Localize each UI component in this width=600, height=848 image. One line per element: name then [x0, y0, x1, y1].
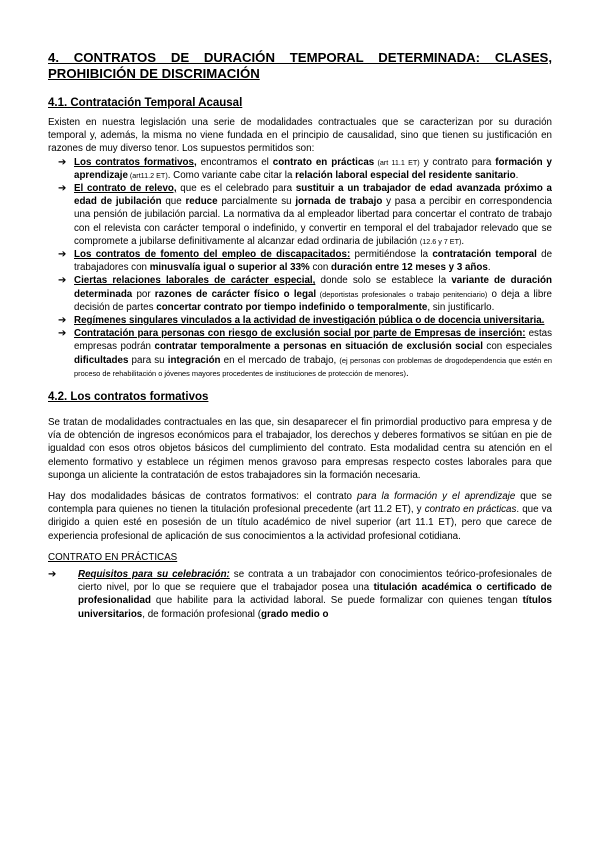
- arrow-icon: ➔: [58, 275, 67, 287]
- section-4-1-intro: Existen en nuestra legislación una serie de modalidades contractuales que se caracterizan por su duración temporal y, además, la misma no viene fundada en el principio de causalidad, sino que tienen su justificación en razones de muy diverso tenor. Los supuestos permitidos son:: [48, 117, 552, 155]
- list-item: ➔ Los contratos formativos, encontramos el contrato en prácticas (art 11.1 ET) y contrato para formación y aprendizaje (art11.2 ET). Como variante cabe citar la relación laboral especial del residente sanitario.: [58, 156, 553, 181]
- section-4-2-paragraph-1: Se tratan de modalidades contractuales en las que, sin desaparecer el fin primordial productivo para empresa y de vía de obtención de ingresos económicos para el trabajador, los derechos y deberes formativos se sitúan en pie de igualdad con esos otros objetos básicos del cumplimiento del contrato. Esta modalidad centra su atención en el elemento formativo y establece un régimen menos gravoso para empresas respecto costes laborales para que suponga un aliciente la contratación de estos trabajadores sin la formación necesaria.: [48, 417, 552, 481]
- arrow-icon: ➔: [58, 328, 67, 340]
- list-item: ➔ Los contratos de fomento del empleo de discapacitados: permitiéndose la contratación temporal de trabajadores con minusvalía igual o superior al 33% con duración entre 12 meses y 3 años.: [58, 249, 553, 274]
- subsection-heading: CONTRATO EN PRÁCTICAS: [48, 551, 178, 563]
- document-page: [48, 50, 552, 621]
- section-heading-4-2: 4.2. Los contratos formativos: [48, 391, 209, 404]
- section-heading-4-1: 4.1. Contratación Temporal Acausal: [48, 97, 243, 109]
- list-item: ➔ Regímenes singulares vinculados a la actividad de investigación pública o de docencia universitaria.: [58, 315, 545, 327]
- document-title: 4. CONTRATOS DE DURACIÓN TEMPORAL DETERMINADA: CLASES, PROHIBICIÓN DE DISCRIMACIÓN: [48, 50, 552, 81]
- arrow-icon: ➔: [58, 315, 67, 327]
- list-item: ➔ Contratación para personas con riesgo de exclusión social por parte de Empresas de inserción: estas empresas podrán contratar temporalmente a personas en situación de exclusión social con especiales dificultades para su integración en el mercado de trabajo, (ej personas con problemas de drogodependencia que estén en proceso de rehabilitación o jóvenes mayores procedentes de instituciones de protección de menores).: [58, 328, 553, 379]
- list-item: ➔ Requisitos para su celebración: se contrata a un trabajador con conocimientos teórico-profesionales de cierto nivel, por lo que se requiere que el trabajador posea una titulación académica o certificado de profesionalidad que habilite para la actividad laboral. Se puede formalizar con quienes tengan títulos universitarios, de formación profesional (grado medio o: [48, 568, 553, 620]
- list-item: ➔ Ciertas relaciones laborales de carácter especial, donde solo se establece la variante de duración determinada por razones de carácter físico o legal (deportistas profesionales o trabajo penitenciario) o deja a libre decisión de partes concertar contrato por tiempo indefinido o temporalmente, sin justificarlo.: [58, 275, 552, 313]
- temporal-contract-list: [48, 156, 552, 380]
- arrow-icon: ➔: [48, 568, 57, 580]
- section-4-2-paragraph-2: Hay dos modalidades básicas de contratos formativos: el contrato para la formación y el aprendizaje que se contempla para quienes no tienen la titulación profesional precedente (art 11.2 ET), y contrato en prácticas. que va dirigido a quien esté en posesión de un título académico de nivel superior (art 11.1 ET), pero que carece de experiencia profesional de aplicación de sus conocimientos a la actividad profesional cotidiana.: [48, 491, 553, 542]
- practice-contract-list: [48, 568, 552, 621]
- list-item: ➔ El contrato de relevo, que es el celebrado para sustituir a un trabajador de edad avanzada próximo a edad de jubilación que reduce parcialmente su jornada de trabajo y pasa a percibir en correspondencia una pensión de jubilación parcial. La normativa da al empleador libertad para concertar el contrato de trabajo con el relevista con carácter temporal o indefinido, y convertir en temporal el del trabajador relevado que se compromete a jubilarse definitivamente al alcanzar edad ordinaria de jubilación (12.6 y 7 ET).: [58, 183, 552, 247]
- arrow-icon: ➔: [58, 249, 67, 261]
- arrow-icon: ➔: [58, 156, 67, 168]
- arrow-icon: ➔: [58, 183, 67, 195]
